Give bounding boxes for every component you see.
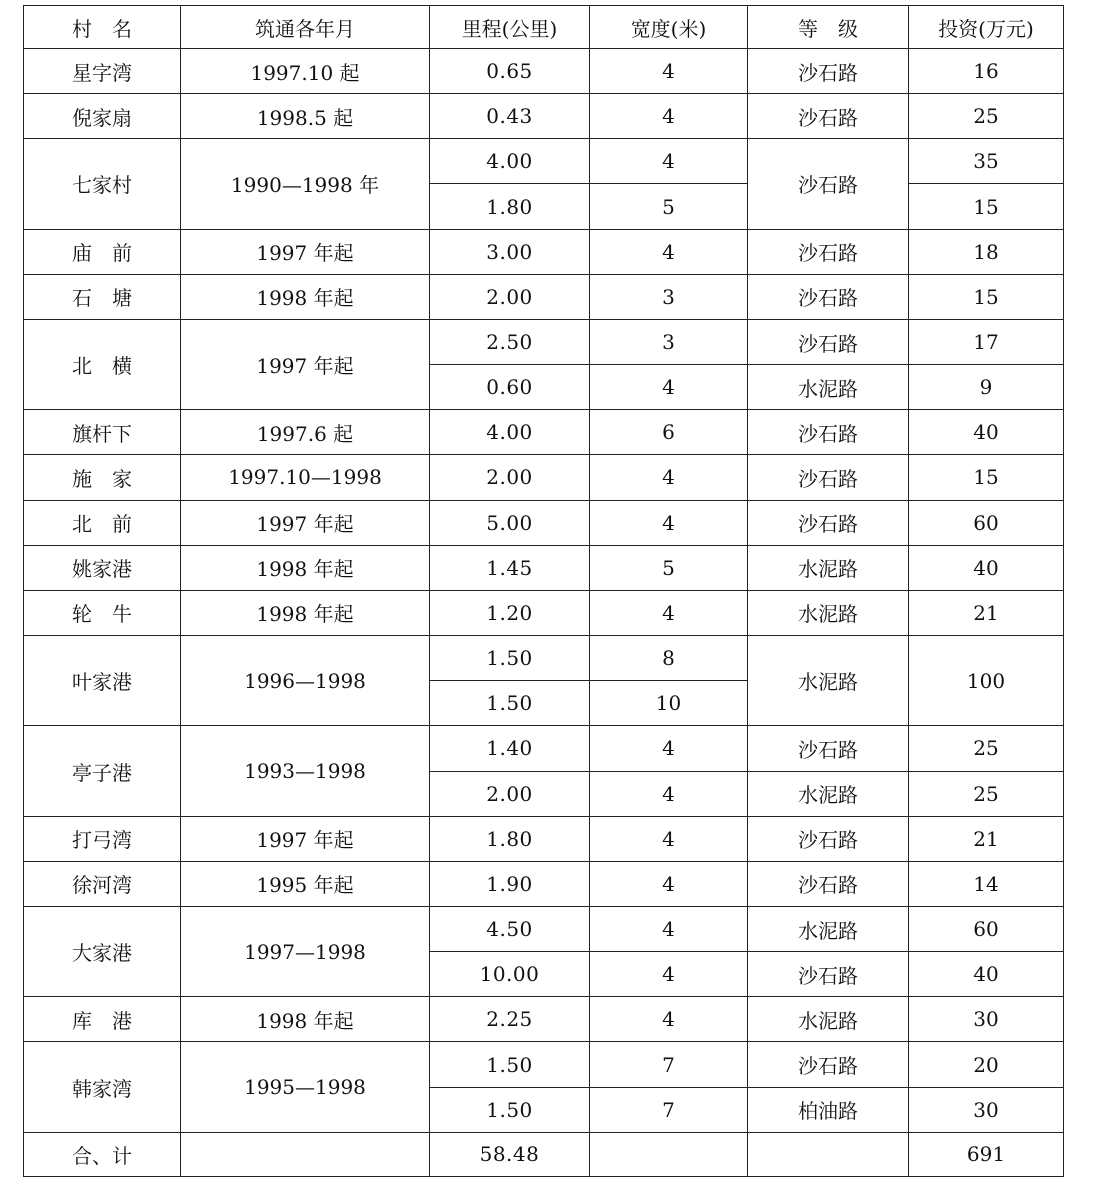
investment-cell: 14 (909, 861, 1064, 906)
village-cell: 旗杆下 (24, 410, 181, 455)
mileage-cell: 4.50 (430, 906, 590, 951)
period-cell: 1995—1998 (181, 1042, 430, 1132)
width-cell: 4 (590, 816, 748, 861)
total-mileage: 58.48 (430, 1132, 590, 1176)
total-grade-empty (748, 1132, 909, 1176)
period-cell: 1997 年起 (181, 500, 430, 545)
grade-cell: 沙石路 (748, 861, 909, 906)
mileage-cell: 5.00 (430, 500, 590, 545)
table-row (24, 229, 1064, 274)
village-cell: 施 家 (24, 455, 181, 500)
table-row (24, 726, 1064, 771)
grade-cell: 沙石路 (748, 49, 909, 94)
mileage-cell: 4.00 (430, 410, 590, 455)
width-cell: 4 (590, 997, 748, 1042)
table-row (24, 816, 1064, 861)
total-label: 合、计 (24, 1132, 181, 1176)
grade-cell: 水泥路 (748, 771, 909, 816)
investment-cell: 15 (909, 455, 1064, 500)
table-row (24, 139, 1064, 184)
width-cell: 7 (590, 1042, 748, 1087)
header-width: 宽度(米) (590, 6, 748, 49)
width-cell: 4 (590, 906, 748, 951)
investment-cell: 40 (909, 410, 1064, 455)
village-cell: 韩家湾 (24, 1042, 181, 1132)
period-cell: 1997.10 起 (181, 49, 430, 94)
width-cell: 3 (590, 274, 748, 319)
grade-cell: 水泥路 (748, 590, 909, 635)
table-row (24, 500, 1064, 545)
width-cell: 5 (590, 184, 748, 229)
grade-cell: 水泥路 (748, 997, 909, 1042)
investment-cell: 30 (909, 997, 1064, 1042)
period-cell: 1998 年起 (181, 545, 430, 590)
period-cell: 1998 年起 (181, 274, 430, 319)
investment-cell: 60 (909, 906, 1064, 951)
total-investment: 691 (909, 1132, 1064, 1176)
table-row (24, 274, 1064, 319)
total-period-empty (181, 1132, 430, 1176)
period-cell: 1997—1998 (181, 906, 430, 996)
period-cell: 1997.10—1998 (181, 455, 430, 500)
mileage-cell: 1.45 (430, 545, 590, 590)
period-cell: 1996—1998 (181, 636, 430, 726)
village-cell: 亭子港 (24, 726, 181, 816)
total-width-empty (590, 1132, 748, 1176)
village-cell: 库 港 (24, 997, 181, 1042)
investment-cell: 40 (909, 952, 1064, 997)
investment-cell: 15 (909, 184, 1064, 229)
period-cell: 1998 年起 (181, 997, 430, 1042)
mileage-cell: 1.20 (430, 590, 590, 635)
investment-cell: 9 (909, 365, 1064, 410)
mileage-cell: 1.50 (430, 636, 590, 681)
mileage-cell: 1.80 (430, 184, 590, 229)
mileage-cell: 0.43 (430, 94, 590, 139)
investment-cell: 17 (909, 319, 1064, 364)
period-cell: 1997 年起 (181, 229, 430, 274)
header-investment: 投资(万元) (909, 6, 1064, 49)
grade-cell: 沙石路 (748, 410, 909, 455)
header-village: 村 名 (24, 6, 181, 49)
table-row (24, 94, 1064, 139)
mileage-cell: 1.50 (430, 681, 590, 726)
grade-cell: 沙石路 (748, 229, 909, 274)
width-cell: 4 (590, 365, 748, 410)
mileage-cell: 0.60 (430, 365, 590, 410)
investment-cell: 100 (909, 636, 1064, 726)
width-cell: 4 (590, 771, 748, 816)
period-cell: 1997 年起 (181, 816, 430, 861)
grade-cell: 沙石路 (748, 1042, 909, 1087)
period-cell: 1998.5 起 (181, 94, 430, 139)
grade-cell: 水泥路 (748, 545, 909, 590)
investment-cell: 60 (909, 500, 1064, 545)
investment-cell: 21 (909, 816, 1064, 861)
village-cell: 北 横 (24, 319, 181, 409)
header-mileage: 里程(公里) (430, 6, 590, 49)
width-cell: 3 (590, 319, 748, 364)
grade-cell: 沙石路 (748, 726, 909, 771)
period-cell: 1997.6 起 (181, 410, 430, 455)
width-cell: 7 (590, 1087, 748, 1132)
investment-cell: 30 (909, 1087, 1064, 1132)
village-road-table (23, 5, 1064, 1177)
grade-cell: 水泥路 (748, 906, 909, 951)
investment-cell: 25 (909, 771, 1064, 816)
investment-cell: 20 (909, 1042, 1064, 1087)
period-cell: 1997 年起 (181, 319, 430, 409)
village-cell: 徐河湾 (24, 861, 181, 906)
period-cell: 1990—1998 年 (181, 139, 430, 229)
mileage-cell: 2.00 (430, 771, 590, 816)
grade-cell: 水泥路 (748, 365, 909, 410)
width-cell: 6 (590, 410, 748, 455)
table-row (24, 49, 1064, 94)
village-cell: 七家村 (24, 139, 181, 229)
mileage-cell: 3.00 (430, 229, 590, 274)
header-period: 筑通各年月 (181, 6, 430, 49)
period-cell: 1998 年起 (181, 590, 430, 635)
table-row (24, 636, 1064, 681)
grade-cell: 柏油路 (748, 1087, 909, 1132)
grade-cell: 沙石路 (748, 455, 909, 500)
table-row (24, 1042, 1064, 1087)
grade-cell: 水泥路 (748, 636, 909, 726)
width-cell: 4 (590, 590, 748, 635)
total-row (24, 1132, 1064, 1176)
table-row (24, 861, 1064, 906)
village-cell: 打弓湾 (24, 816, 181, 861)
grade-cell: 沙石路 (748, 500, 909, 545)
grade-cell: 沙石路 (748, 816, 909, 861)
width-cell: 4 (590, 952, 748, 997)
investment-cell: 18 (909, 229, 1064, 274)
village-cell: 星字湾 (24, 49, 181, 94)
mileage-cell: 2.25 (430, 997, 590, 1042)
mileage-cell: 2.50 (430, 319, 590, 364)
mileage-cell: 0.65 (430, 49, 590, 94)
mileage-cell: 1.40 (430, 726, 590, 771)
width-cell: 10 (590, 681, 748, 726)
grade-cell: 沙石路 (748, 952, 909, 997)
table-row (24, 590, 1064, 635)
grade-cell: 沙石路 (748, 94, 909, 139)
table-row (24, 906, 1064, 951)
width-cell: 5 (590, 545, 748, 590)
mileage-cell: 10.00 (430, 952, 590, 997)
village-cell: 北 前 (24, 500, 181, 545)
width-cell: 4 (590, 726, 748, 771)
grade-cell: 沙石路 (748, 274, 909, 319)
mileage-cell: 1.50 (430, 1042, 590, 1087)
header-row (24, 6, 1064, 49)
table-row (24, 319, 1064, 364)
village-cell: 轮 牛 (24, 590, 181, 635)
grade-cell: 沙石路 (748, 139, 909, 229)
village-cell: 倪家扇 (24, 94, 181, 139)
village-cell: 姚家港 (24, 545, 181, 590)
mileage-cell: 1.90 (430, 861, 590, 906)
mileage-cell: 2.00 (430, 274, 590, 319)
investment-cell: 21 (909, 590, 1064, 635)
width-cell: 4 (590, 500, 748, 545)
investment-cell: 25 (909, 94, 1064, 139)
village-cell: 庙 前 (24, 229, 181, 274)
mileage-cell: 1.80 (430, 816, 590, 861)
investment-cell: 25 (909, 726, 1064, 771)
village-cell: 大家港 (24, 906, 181, 996)
mileage-cell: 4.00 (430, 139, 590, 184)
village-cell: 叶家港 (24, 636, 181, 726)
investment-cell: 16 (909, 49, 1064, 94)
grade-cell: 沙石路 (748, 319, 909, 364)
table-row (24, 997, 1064, 1042)
header-grade: 等 级 (748, 6, 909, 49)
width-cell: 4 (590, 94, 748, 139)
mileage-cell: 1.50 (430, 1087, 590, 1132)
table-row (24, 455, 1064, 500)
investment-cell: 35 (909, 139, 1064, 184)
width-cell: 4 (590, 455, 748, 500)
investment-cell: 40 (909, 545, 1064, 590)
table-row (24, 410, 1064, 455)
village-cell: 石 塘 (24, 274, 181, 319)
width-cell: 4 (590, 139, 748, 184)
investment-cell: 15 (909, 274, 1064, 319)
width-cell: 4 (590, 229, 748, 274)
width-cell: 4 (590, 49, 748, 94)
width-cell: 4 (590, 861, 748, 906)
mileage-cell: 2.00 (430, 455, 590, 500)
table-row (24, 545, 1064, 590)
period-cell: 1993—1998 (181, 726, 430, 816)
width-cell: 8 (590, 636, 748, 681)
period-cell: 1995 年起 (181, 861, 430, 906)
